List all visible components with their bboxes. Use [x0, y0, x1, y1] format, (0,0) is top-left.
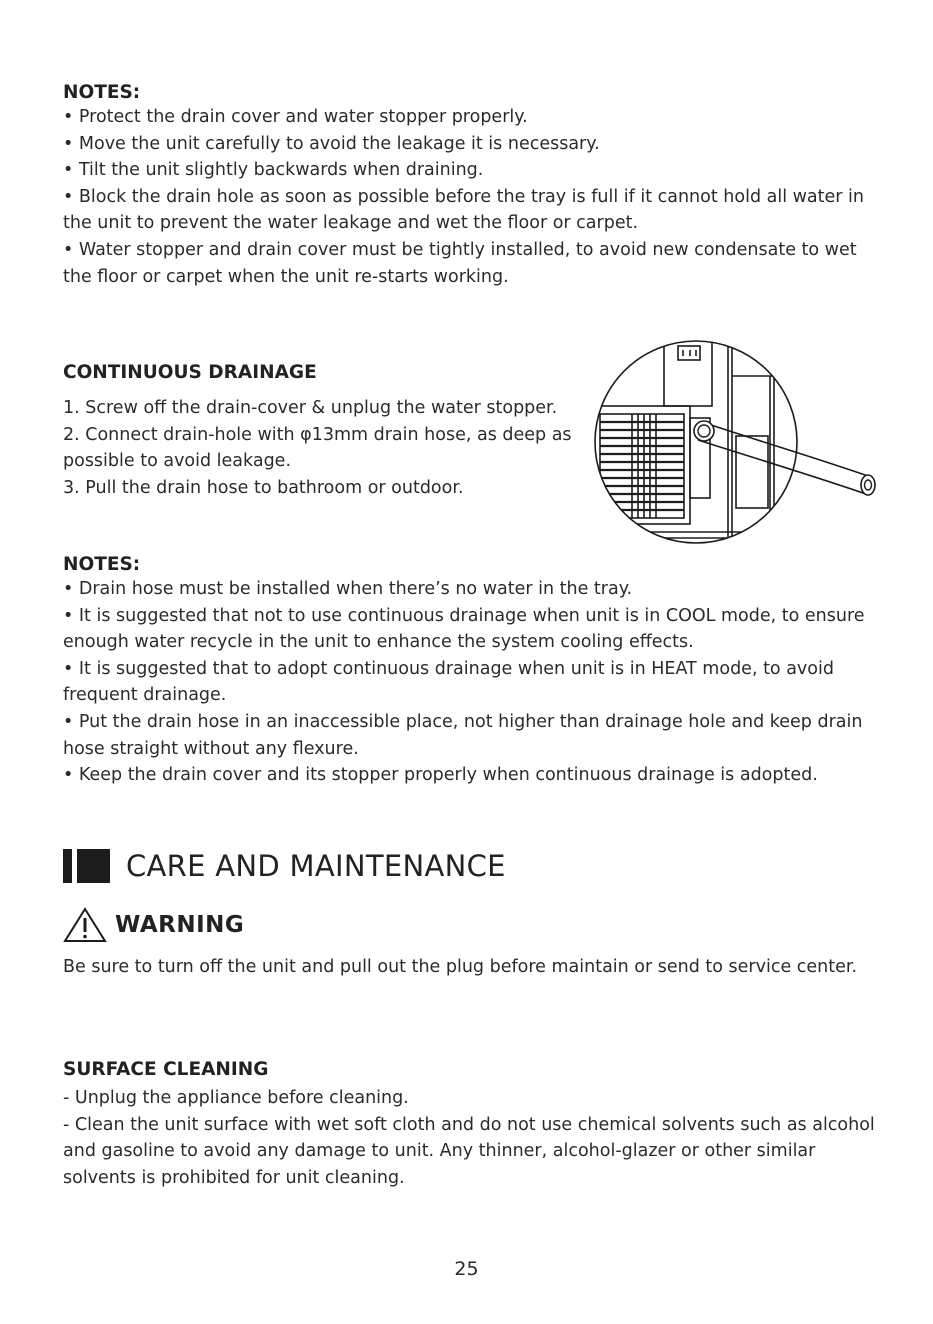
- list-item: - Clean the unit surface with wet soft cloth and do not use chemical solvents such as alcohol and gasoline to avoid any damage to unit. Any thinner, alcohol-glazer or other similar solvents is prohibited for unit cleaning.: [63, 1112, 883, 1192]
- list-item: • Protect the drain cover and water stopper properly.: [63, 104, 883, 131]
- warning-row: [63, 906, 244, 944]
- list-item: • Water stopper and drain cover must be tightly installed, to avoid new condensate to wet the floor or carpet when the unit re-starts working.: [63, 237, 883, 290]
- list-item: • Move the unit carefully to avoid the leakage it is necessary.: [63, 131, 883, 158]
- notes-list: [63, 104, 883, 290]
- list-item: 2. Connect drain-hole with φ13mm drain hose, as deep as possible to avoid leakage.: [63, 424, 572, 472]
- list-item: • It is suggested that not to use continuous drainage when unit is in COOL mode, to ensure enough water recycle in the unit to enhance the system cooling effects.: [63, 603, 883, 656]
- surface-cleaning-section: [63, 1059, 883, 1191]
- list-item: • Keep the drain cover and its stopper properly when continuous drainage is adopted.: [63, 762, 883, 789]
- warning-triangle-icon: [63, 907, 107, 943]
- surface-cleaning-heading: SURFACE CLEANING: [63, 1059, 269, 1080]
- notes-heading: NOTES:: [63, 554, 141, 575]
- warning-text-block: [63, 954, 883, 981]
- continuous-drainage-heading: CONTINUOUS DRAINAGE: [63, 362, 317, 383]
- list-item: • Drain hose must be installed when there’s no water in the tray.: [63, 576, 883, 603]
- notes-section-2: [63, 554, 883, 789]
- notes-section-1: [63, 82, 883, 290]
- list-item: • It is suggested that to adopt continuous drainage when unit is in HEAT mode, to avoid frequent drainage.: [63, 656, 883, 709]
- title-bar-icon: [63, 849, 72, 883]
- surface-cleaning-list: [63, 1085, 883, 1191]
- list-item: • Tilt the unit slightly backwards when draining.: [63, 157, 883, 184]
- section-title-text: CARE AND MAINTENANCE: [126, 849, 506, 883]
- list-item: 3. Pull the drain hose to bathroom or outdoor.: [63, 477, 464, 498]
- drain-hose-diagram: [586, 336, 891, 548]
- notes-list: [63, 576, 883, 789]
- care-maintenance-title: [63, 846, 506, 886]
- list-item: • Block the drain hole as soon as possible before the tray is full if it cannot hold all water in the unit to prevent the water leakage and wet the floor or carpet.: [63, 184, 883, 237]
- list-item: • Put the drain hose in an inaccessible place, not higher than drainage hole and keep drain hose straight without any flexure.: [63, 709, 883, 762]
- warning-text: Be sure to turn off the unit and pull out the plug before maintain or send to service center.: [63, 957, 858, 977]
- list-item: 1. Screw off the drain-cover & unplug the water stopper.: [63, 398, 558, 418]
- page-number: 25: [454, 1258, 479, 1280]
- warning-label: WARNING: [115, 912, 245, 938]
- drainage-steps: [63, 395, 583, 501]
- title-block-icon: [77, 849, 110, 883]
- notes-heading: NOTES:: [63, 82, 141, 103]
- list-item: - Unplug the appliance before cleaning.: [63, 1085, 883, 1112]
- continuous-drainage-section: [63, 362, 583, 501]
